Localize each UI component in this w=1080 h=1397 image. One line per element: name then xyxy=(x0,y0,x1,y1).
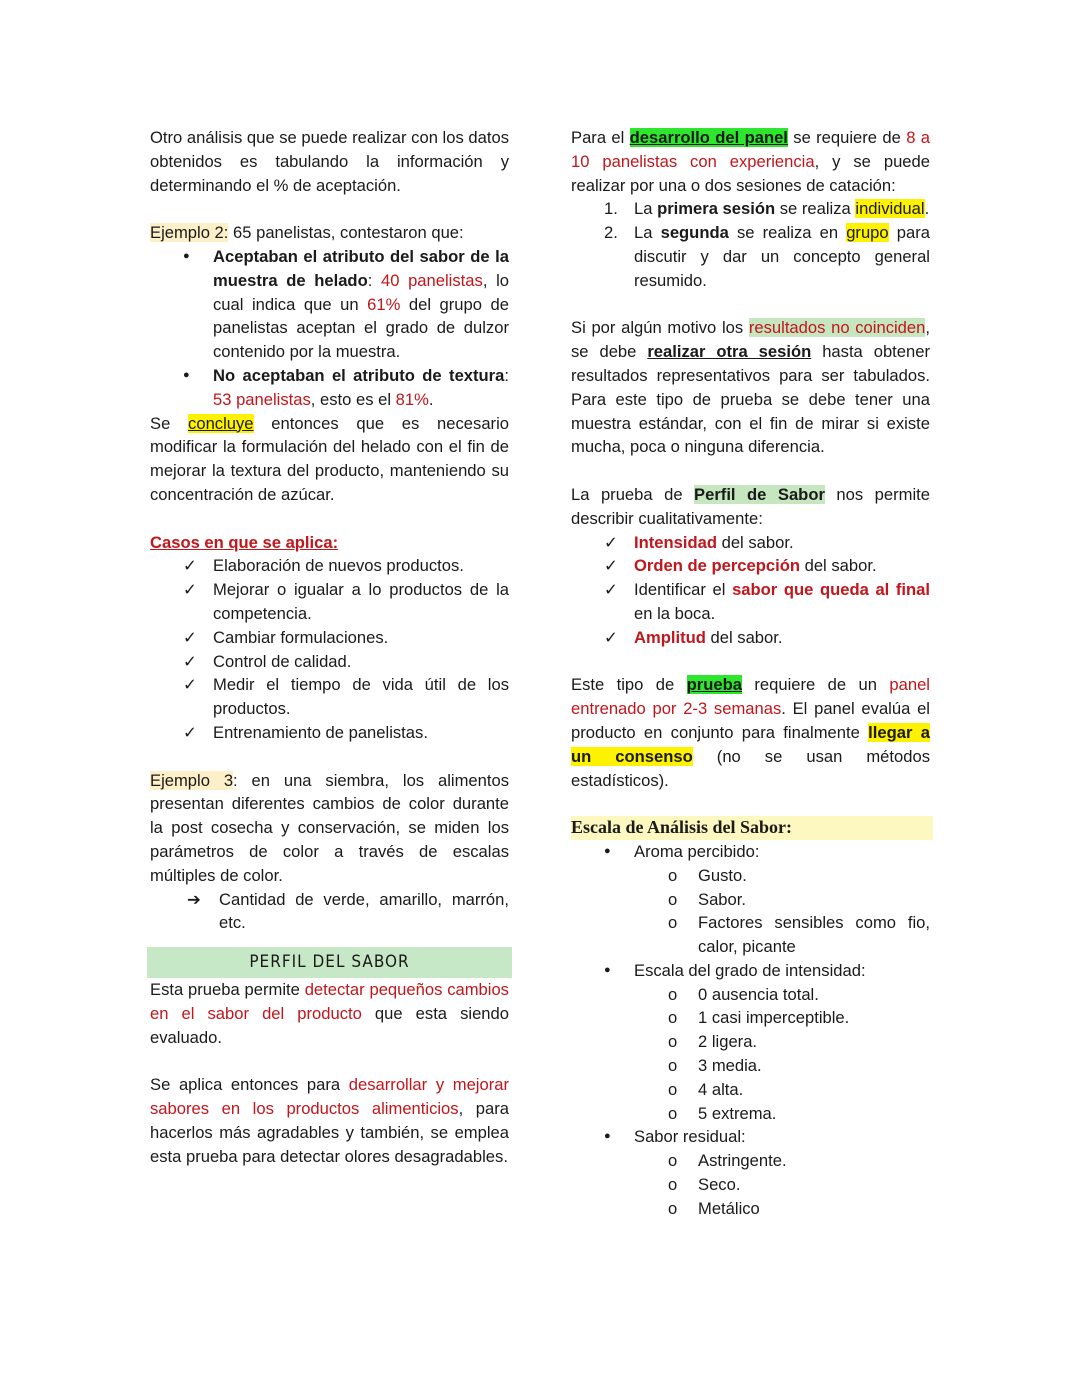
item-text: Entrenamiento de panelistas. xyxy=(213,722,428,742)
sub-item xyxy=(571,1197,930,1221)
sub-item xyxy=(571,1006,930,1030)
red-text: Intensidad xyxy=(634,532,717,552)
text: Se xyxy=(150,413,189,433)
sub-item xyxy=(571,1149,930,1173)
panel-training-paragraph xyxy=(571,673,930,792)
check-icon: ✓ xyxy=(604,532,618,552)
item-text: , esto es el xyxy=(310,389,396,409)
sub-item-text: 0 ausencia total. xyxy=(698,984,819,1004)
sub-item xyxy=(571,911,930,959)
cases-title: Casos en que se aplica: xyxy=(150,532,339,552)
text: Si por algún motivo los xyxy=(571,318,749,338)
highlight: llegar a un consenso xyxy=(571,722,930,766)
item-text: del grupo de panelistas aceptan el grado de dulzor contenido por la muestra. xyxy=(213,294,509,362)
circle-bullet-icon: o xyxy=(668,1175,678,1195)
text: , se debe xyxy=(571,318,930,362)
item-text: , lo cual indica que un xyxy=(213,270,509,314)
intro-paragraph: Otro análisis que se puede realizar con los datos obtenidos es tabulando la información y determinando el % de aceptación. xyxy=(150,128,509,195)
list-item xyxy=(150,578,509,626)
item-text: . xyxy=(428,389,434,409)
list-item xyxy=(150,673,509,721)
red-text: detectar pequeños cambios en el sabor del producto xyxy=(150,980,509,1023)
check-icon: ✓ xyxy=(183,722,197,742)
arrow-list xyxy=(150,888,509,936)
text: (no se usan métodos estadísticos). xyxy=(571,746,931,790)
text: Para el xyxy=(571,128,630,147)
group-label: Sabor residual: xyxy=(634,1127,746,1147)
text: Este tipo de xyxy=(571,675,687,695)
text: nos permite describir cualitativamente: xyxy=(571,484,930,528)
check-icon: ✓ xyxy=(183,556,197,576)
text: , para hacerlos más agradables y también, se emplea esta prueba para detectar olores desagradables. xyxy=(150,1099,509,1166)
circle-bullet-icon: o xyxy=(668,1103,678,1123)
scale-list xyxy=(571,840,930,1221)
scale-group xyxy=(571,1125,930,1220)
right-column xyxy=(571,126,930,1221)
text: La xyxy=(634,199,658,219)
check-icon: ✓ xyxy=(183,651,197,671)
example-2-label: Ejemplo 2: xyxy=(150,223,229,243)
circle-bullet-icon: o xyxy=(668,1008,678,1028)
item-text: : xyxy=(504,365,509,385)
item-number: 2. xyxy=(604,223,618,243)
check-icon: ✓ xyxy=(604,556,618,576)
describe-list xyxy=(571,531,930,650)
text: para discutir y dar un concepto general resumido. xyxy=(634,223,930,290)
list-item xyxy=(571,554,930,578)
text: se realiza en xyxy=(728,223,847,243)
example-2-text: 65 panelistas, contestaron que: xyxy=(228,223,464,243)
text: hasta obtener resultados representativos para ser tabulados. Para este tipo de prueba se debe tener una muestra estándar, con el fin de mirar si existe mucha, poca o ninguna diferencia. xyxy=(571,342,930,457)
circle-bullet-icon: o xyxy=(668,984,678,1004)
sub-item xyxy=(571,864,930,888)
text: entonces que es necesario modificar la formulación del helado con el fin de mejorar la textura del producto, manteniendo su concentración de azúcar. xyxy=(150,413,509,504)
sub-item xyxy=(571,1078,930,1102)
sub-item-text: 3 media. xyxy=(698,1056,762,1076)
list-item xyxy=(150,364,509,412)
highlight: concluye xyxy=(188,413,254,433)
red-text: panel entrenado por 2-3 semanas xyxy=(571,675,930,719)
text: . xyxy=(924,199,930,219)
example-2-list xyxy=(150,245,509,412)
list-item xyxy=(571,626,930,650)
circle-bullet-icon: o xyxy=(668,1079,678,1099)
text: , y se puede realizar por una o dos sesiones de catación: xyxy=(571,151,930,195)
panel-paragraph xyxy=(571,126,930,197)
list-item xyxy=(571,197,930,221)
sub-item-text: 1 casi imperceptible. xyxy=(698,1008,850,1028)
profile-paragraph xyxy=(150,978,509,1049)
item-text: Control de calidad. xyxy=(213,651,352,671)
sub-item xyxy=(571,1030,930,1054)
list-item xyxy=(571,221,930,292)
circle-bullet-icon: o xyxy=(668,1056,678,1076)
bullet-icon: ● xyxy=(183,368,190,381)
sub-item-text: 5 extrema. xyxy=(698,1103,777,1123)
bullet-icon: ● xyxy=(604,963,611,976)
item-bold: No aceptaban el atributo de textura xyxy=(213,365,505,385)
list-item xyxy=(150,650,509,674)
check-icon: ✓ xyxy=(604,580,618,600)
text: se realiza xyxy=(775,199,856,219)
text: Identificar el xyxy=(634,580,733,600)
sub-item-text: Sabor. xyxy=(698,889,746,909)
highlight: grupo xyxy=(846,223,889,243)
check-icon: ✓ xyxy=(183,627,197,647)
section-header: PERFIL DEL SABOR xyxy=(147,947,512,978)
list-item xyxy=(150,721,509,745)
item-text: Cantidad de verde, amarillo, marrón, etc. xyxy=(219,889,509,933)
conclusion-paragraph xyxy=(150,412,509,507)
text: . El panel evalúa el producto en conjunto para finalmente xyxy=(571,699,930,742)
sub-item xyxy=(571,983,930,1007)
list-item xyxy=(150,554,509,578)
item-red: 40 panelistas xyxy=(380,270,483,290)
item-red: 53 panelistas xyxy=(213,389,311,409)
scale-title: Escala de Análisis del Sabor: xyxy=(571,816,933,840)
red-text: 8 a 10 panelistas con experiencia xyxy=(571,128,930,171)
application-paragraph xyxy=(150,1073,509,1168)
highlight: resultados no coinciden xyxy=(748,318,926,338)
item-text: Elaboración de nuevos productos. xyxy=(213,556,464,576)
circle-bullet-icon: o xyxy=(668,1032,678,1052)
item-text: Mejorar o igualar a lo productos de la competencia. xyxy=(213,580,509,623)
group-label: Escala del grado de intensidad: xyxy=(634,960,866,980)
flavor-profile-paragraph xyxy=(571,483,930,531)
sessions-list xyxy=(571,197,930,292)
sub-item xyxy=(571,888,930,912)
text: del sabor. xyxy=(716,532,794,552)
highlight: desarrollo del panel xyxy=(629,128,788,147)
highlight: prueba xyxy=(686,675,742,695)
circle-bullet-icon: o xyxy=(668,1198,678,1218)
bullet-icon: ● xyxy=(183,249,190,262)
list-item xyxy=(571,578,930,626)
red-text: Amplitud xyxy=(634,627,706,647)
scale-group xyxy=(571,840,930,959)
circle-bullet-icon: o xyxy=(668,889,678,909)
text: del sabor. xyxy=(799,556,877,576)
red-text: desarrollar y mejorar sabores en los productos alimenticios xyxy=(150,1075,509,1119)
check-icon: ✓ xyxy=(183,580,197,600)
item-number: 1. xyxy=(604,199,618,219)
item-text: : xyxy=(367,270,381,290)
example-3 xyxy=(150,769,509,888)
example-2 xyxy=(150,221,509,245)
sub-item-text: 4 alta. xyxy=(698,1079,744,1099)
text: Esta prueba permite xyxy=(150,980,305,1000)
sub-item-text: 2 ligera. xyxy=(698,1032,758,1052)
results-paragraph xyxy=(571,316,930,459)
red-text: sabor que queda al final xyxy=(732,580,931,600)
sub-item-text: Factores sensibles como fio, calor, picante xyxy=(698,913,930,957)
text: La prueba de xyxy=(571,484,695,504)
item-bold: Aceptaban el atributo del sabor de la muestra de helado xyxy=(213,246,509,290)
bold-text: realizar otra sesión xyxy=(647,342,812,362)
arrow-right-icon: ➔ xyxy=(187,889,201,909)
example-3-label: Ejemplo 3 xyxy=(150,770,234,790)
bold-text: primera sesión xyxy=(657,199,776,219)
check-icon: ✓ xyxy=(604,627,618,647)
sub-item-text: Metálico xyxy=(698,1198,760,1218)
text: del sabor. xyxy=(705,627,783,647)
scale-group xyxy=(571,959,930,1126)
bullet-icon: ● xyxy=(604,844,611,857)
text: requiere de un xyxy=(741,675,890,695)
sub-item-text: Gusto. xyxy=(698,865,747,885)
list-item xyxy=(150,626,509,650)
bold-text: segunda xyxy=(660,223,729,243)
check-icon: ✓ xyxy=(183,675,197,695)
circle-bullet-icon: o xyxy=(668,865,678,885)
example-3-text: : en una siembra, los alimentos presentan diferentes cambios de color durante la post cosecha y conservación, se miden los parámetros de color a través de escalas múltiples de color. xyxy=(150,770,509,885)
group-label: Aroma percibido: xyxy=(634,841,760,861)
item-text: Medir el tiempo de vida útil de los productos. xyxy=(213,675,509,719)
sub-item-text: Astringente. xyxy=(698,1151,787,1171)
list-item xyxy=(150,245,509,364)
item-red: 81% xyxy=(395,389,429,409)
list-item xyxy=(571,531,930,555)
sub-item xyxy=(571,1102,930,1126)
sub-item-text: Seco. xyxy=(698,1175,741,1195)
text: en la boca. xyxy=(634,603,716,623)
item-red: 61% xyxy=(367,294,401,314)
cases-list xyxy=(150,554,509,744)
text: se requiere de xyxy=(787,128,907,147)
text: Se aplica entonces para xyxy=(150,1075,349,1095)
highlight: Perfil de Sabor xyxy=(694,484,825,504)
list-item xyxy=(150,888,509,936)
bullet-icon: ● xyxy=(604,1130,611,1143)
circle-bullet-icon: o xyxy=(668,1151,678,1171)
text: que esta siendo evaluado. xyxy=(150,1003,509,1047)
circle-bullet-icon: o xyxy=(668,913,678,933)
red-text: Orden de percepción xyxy=(634,556,800,576)
item-text: Cambiar formulaciones. xyxy=(213,627,389,647)
left-column xyxy=(150,126,509,1168)
sub-item xyxy=(571,1173,930,1197)
highlight: individual xyxy=(855,199,925,219)
sub-item xyxy=(571,1054,930,1078)
text: La xyxy=(634,223,661,243)
